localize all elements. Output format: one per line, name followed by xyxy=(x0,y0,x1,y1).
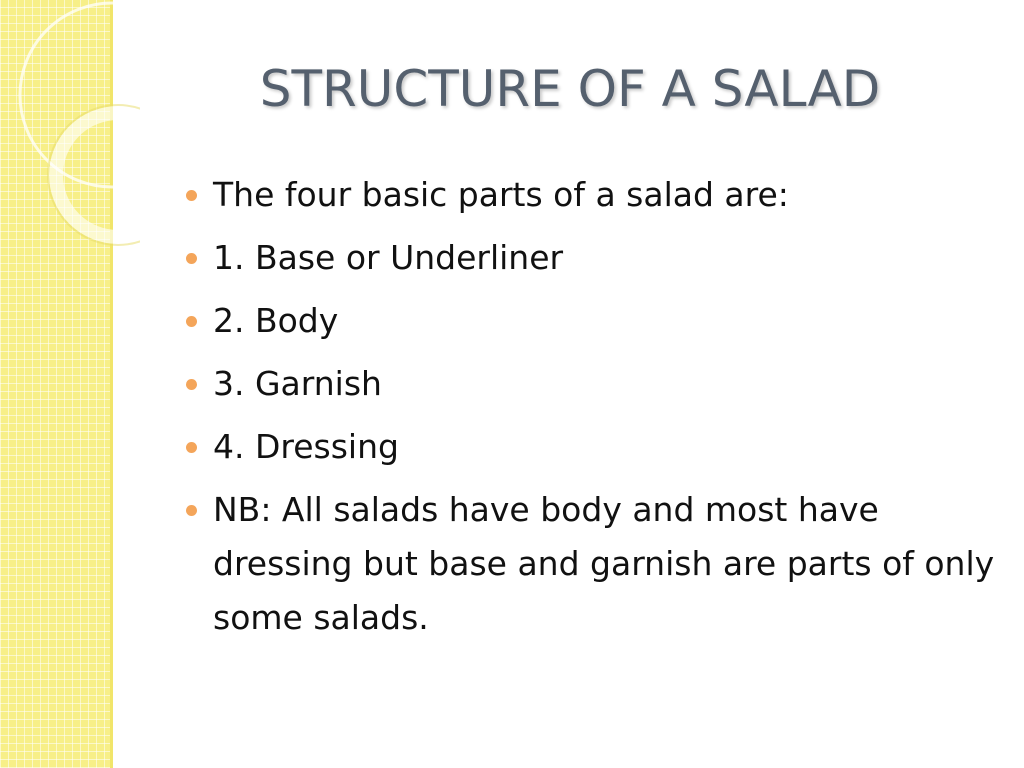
list-item xyxy=(186,294,996,348)
bullet-text: 4. Dressing xyxy=(213,427,399,466)
slide-title: STRUCTURE OF A SALAD xyxy=(259,60,881,118)
list-item xyxy=(186,231,996,285)
bullet-text: NB: All salads have body and most have dressing but base and garnish are parts of only some salads. xyxy=(213,490,995,637)
list-item xyxy=(186,357,996,411)
bullet-dot-icon xyxy=(186,253,197,264)
bullet-dot-icon xyxy=(186,442,197,453)
bullet-dot-icon xyxy=(186,316,197,327)
side-band-edge xyxy=(110,0,113,768)
bullet-dot-icon xyxy=(186,505,197,516)
list-item xyxy=(186,420,996,474)
bullet-text: 3. Garnish xyxy=(213,364,382,403)
list-item xyxy=(186,483,996,645)
bullet-dot-icon xyxy=(186,379,197,390)
decorative-side-band xyxy=(0,0,112,768)
bullet-text: 1. Base or Underliner xyxy=(213,238,564,277)
bullet-text: 2. Body xyxy=(213,301,339,340)
bullet-list xyxy=(186,168,996,654)
list-item xyxy=(186,168,996,222)
bullet-text: The four basic parts of a salad are: xyxy=(213,175,789,214)
bullet-dot-icon xyxy=(186,190,197,201)
